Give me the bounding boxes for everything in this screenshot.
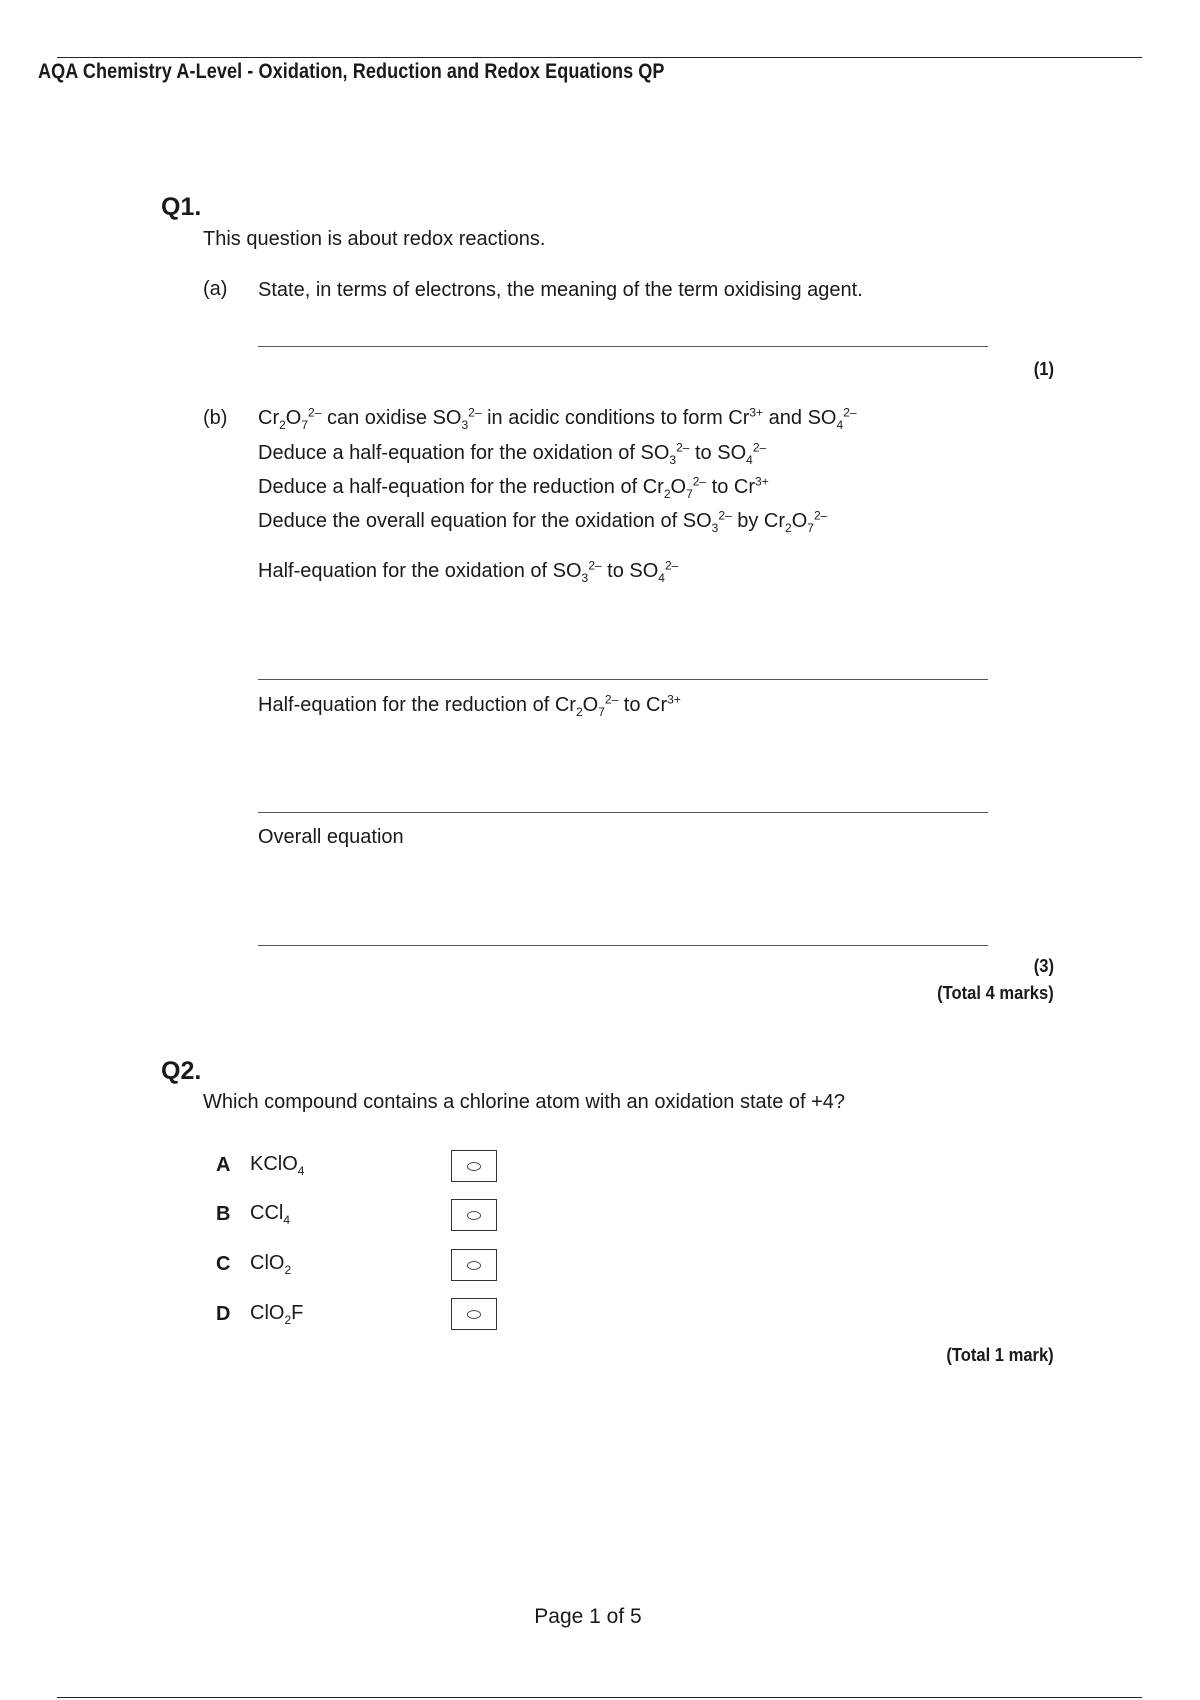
part-b-statement: $Cr_2O_7^{2-}$ can oxidise $SO_3^{2-}$ in acidic conditions to form $Cr^{3+}$ and $SO_4^{2-}$	[258, 405, 857, 432]
question-1-total: (Total 4 marks)	[937, 983, 1054, 1003]
part-a-marks: (1)	[1033, 359, 1054, 379]
part-a-prompt: State, in terms of electrons, the meaning of the term oxidising agent.	[258, 279, 863, 301]
option-c-box[interactable]	[451, 1249, 497, 1281]
option-a-formula: KClO$_4$	[250, 1153, 305, 1178]
part-b-label: (b)	[203, 407, 228, 429]
overall-equation-label: Overall equation	[258, 826, 404, 848]
option-d-radio[interactable]	[467, 1310, 481, 1319]
option-b-box[interactable]	[451, 1199, 497, 1231]
part-a-answer-line[interactable]	[258, 346, 988, 347]
question-2-number: Q2.	[161, 1057, 202, 1085]
part-b-instruction-overall: Deduce the overall equation for the oxidation of $SO_3^{2-}$ by $Cr_2O_7^{2-}$	[258, 508, 828, 535]
page-number: Page 1 of 5	[534, 1605, 642, 1628]
option-b-letter: B	[216, 1203, 231, 1225]
part-b-marks: (3)	[1033, 956, 1054, 976]
option-a-letter: A	[216, 1154, 231, 1176]
footer-bottom-rule	[57, 1697, 1142, 1698]
question-1-intro: This question is about redox reactions.	[203, 228, 546, 250]
oxidation-answer-line[interactable]	[258, 679, 988, 680]
oxidation-half-equation-label: Half-equation for the oxidation of $SO_3^{2-}$ to $SO_4^{2-}$	[258, 558, 679, 585]
question-2-total: (Total 1 mark)	[946, 1345, 1054, 1365]
option-c-formula: ClO$_2$	[250, 1252, 292, 1277]
overall-answer-line[interactable]	[258, 945, 988, 946]
option-b-radio[interactable]	[467, 1211, 481, 1220]
option-d-formula: ClO$_2$F	[250, 1302, 304, 1327]
document-title: AQA Chemistry A-Level - Oxidation, Reduction and Redox Equations QP	[38, 60, 665, 83]
reduction-half-equation-label: Half-equation for the reduction of $Cr_2O_7^{2-}$ to $Cr^{3+}$	[258, 692, 681, 719]
option-d-letter: D	[216, 1303, 231, 1325]
reduction-answer-line[interactable]	[258, 812, 988, 813]
option-b-formula: CCl$_4$	[250, 1202, 291, 1227]
option-d-box[interactable]	[451, 1298, 497, 1330]
question-1-number: Q1.	[161, 193, 202, 221]
option-a-radio[interactable]	[467, 1162, 481, 1171]
part-b-instruction-oxidation: Deduce a half-equation for the oxidation of $SO_3^{2-}$ to $SO_4^{2-}$	[258, 440, 767, 467]
part-b-instruction-reduction: Deduce a half-equation for the reduction of $Cr_2O_7^{2-}$ to $Cr^{3+}$	[258, 474, 769, 501]
option-a-box[interactable]	[451, 1150, 497, 1182]
option-c-radio[interactable]	[467, 1261, 481, 1270]
part-a-label: (a)	[203, 278, 228, 300]
header-top-rule	[57, 57, 1142, 58]
question-2-text: Which compound contains a chlorine atom with an oxidation state of +4?	[203, 1091, 846, 1113]
option-c-letter: C	[216, 1253, 231, 1275]
